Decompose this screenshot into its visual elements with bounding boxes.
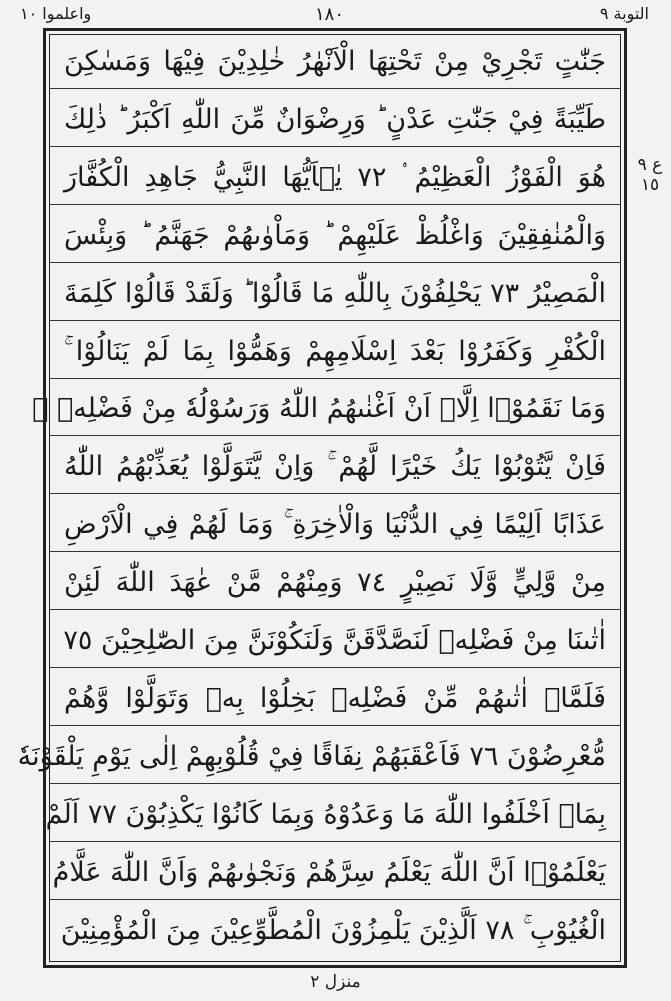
text-line: مُّعْرِضُوْنَ ٧٦ فَاَعْقَبَهُمْ نِفَاقًا فِيْ قُلُوْبِهِمْ اِلٰى يَوْمِ يَلْقَوْنَهٗ	[50, 730, 620, 784]
text-line: الْكُفْرِ وَكَفَرُوْا بَعْدَ اِسْلَامِهِمْ وَهَمُّوْا بِمَا لَمْ يَنَالُوْا ۚ	[50, 325, 620, 379]
text-line: فَاِنْ يَّتُوْبُوْا يَكُ خَيْرًا لَّهُمْ ۚ وَاِنْ يَّتَوَلَّوْا يُعَذِّبْهُمُ اللّٰهُ	[50, 440, 620, 494]
text-line: اٰتٰىنَا مِنْ فَضْلِهٖ لَنَصَّدَّقَنَّ وَلَنَكُوْنَنَّ مِنَ الصّٰلِحِيْنَ ٧٥	[50, 614, 620, 668]
text-line: بِمَاۤ اَخْلَفُوا اللّٰهَ مَا وَعَدُوْهُ وَبِمَا كَانُوْا يَكْذِبُوْنَ ٧٧ اَلَمْ	[50, 788, 620, 842]
page-header	[0, 4, 671, 28]
text-line: طَيِّبَةً فِيْ جَنّٰتِ عَدْنٍ ؕ وَرِضْوَانٌ مِّنَ اللّٰهِ اَكْبَرُ ؕ ذٰلِكَ	[50, 93, 620, 147]
page-number: ١٨٠	[315, 4, 345, 25]
text-line: وَالْمُنٰفِقِيْنَ وَاغْلُظْ عَلَيْهِمْ ؕ وَمَاْوٰىهُمْ جَهَنَّمُ ؕ وَبِئْسَ	[50, 209, 620, 263]
text-line: هُوَ الْفَوْزُ الْعَظِيْمُ ۟ ٧٢ يٰۤاَيُّهَا النَّبِيُّ جَاهِدِ الْكُفَّارَ	[50, 151, 620, 205]
text-line: عَذَابًا اَلِيْمًا فِي الدُّنْيَا وَالْاٰخِرَةِ ۚ وَمَا لَهُمْ فِي الْاَرْضِ	[50, 498, 620, 552]
manzil-footer: منزل ٢	[310, 972, 361, 992]
juz-label: واعلموا ١٠	[20, 4, 92, 23]
text-line: مِنْ وَّلِيٍّ وَّلَا نَصِيْرٍ ٧٤ وَمِنْهُمْ مَّنْ عٰهَدَ اللّٰهَ لَئِنْ	[50, 556, 620, 610]
ruku-marker: ع ٩ ١٥	[637, 155, 663, 195]
text-line: فَلَمَّاۤ اٰتٰىهُمْ مِّنْ فَضْلِهٖ بَخِلُوْا بِهٖ وَتَوَلَّوْا وَّهُمْ	[50, 672, 620, 726]
text-line: وَمَا نَقَمُوْۤا اِلَّاۤ اَنْ اَغْنٰىهُمُ اللّٰهُ وَرَسُوْلُهٗ مِنْ فَضْلِهٖ ۚ	[50, 382, 620, 436]
text-block	[17, 35, 620, 961]
text-line: الْمَصِيْرُ ٧٣ يَحْلِفُوْنَ بِاللّٰهِ مَا قَالُوْا ؕ وَلَقَدْ قَالُوْا كَلِمَةَ	[50, 267, 620, 321]
text-line: الْغُيُوْبِ ۚ ٧٨ اَلَّذِيْنَ يَلْمِزُوْنَ الْمُطَّوِّعِيْنَ مِنَ الْمُؤْمِنِيْنَ	[60, 914, 606, 946]
surah-label: التوبة ٩	[599, 4, 649, 23]
text-line: يَعْلَمُوْۤا اَنَّ اللّٰهَ يَعْلَمُ سِرَّهُمْ وَنَجْوٰىهُمْ وَاَنَّ اللّٰهَ عَلَّامُ	[50, 846, 620, 900]
text-line: جَنّٰتٍ تَجْرِيْ مِنْ تَحْتِهَا الْاَنْهٰرُ خٰلِدِيْنَ فِيْهَا وَمَسٰكِنَ	[50, 35, 620, 89]
